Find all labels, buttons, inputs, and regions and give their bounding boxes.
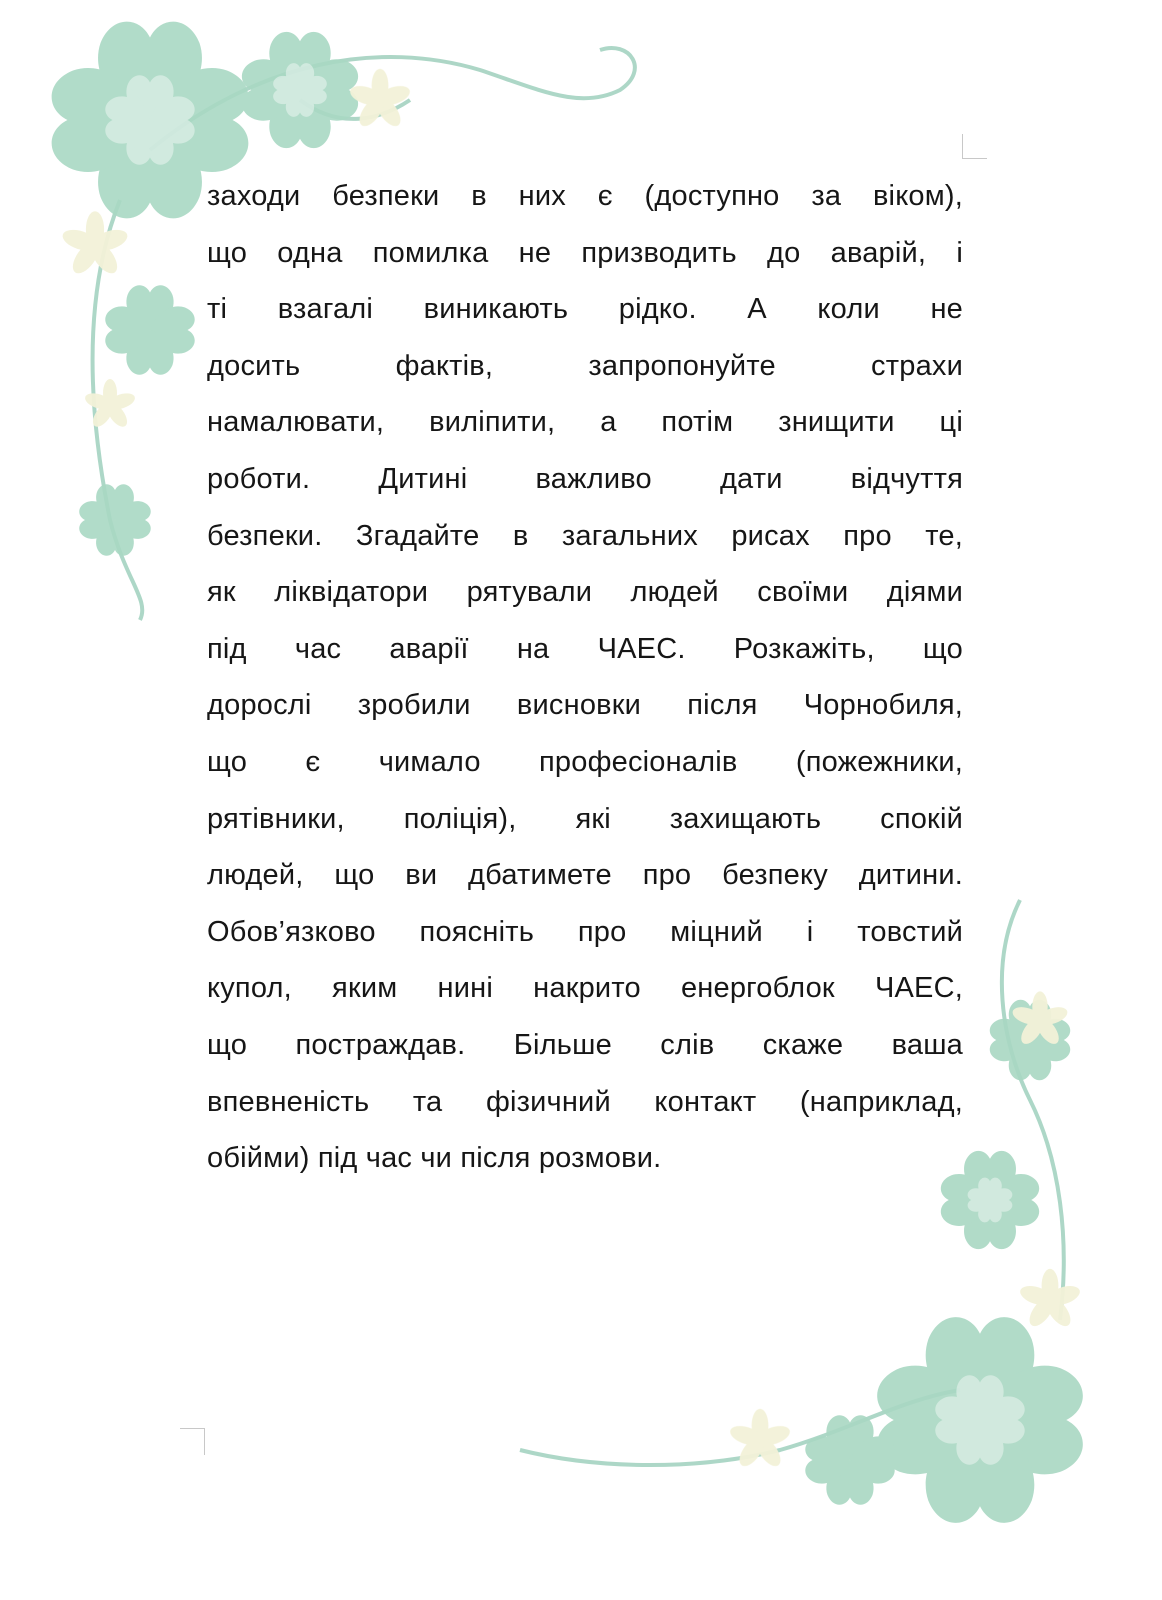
text-line: як ліквідатори рятували людей своїми діями [207,576,963,609]
text-line: досить фактів, запропонуйте страхи [207,349,963,382]
text-line: рятівники, поліція), які захищають спокій [207,802,963,835]
text-line: що є чимало професіоналів (пожежники, [207,745,963,778]
text-line: роботи. Дитині важливо дати відчуття [207,462,963,495]
crop-mark-bottom-left [180,1428,205,1455]
text-line: дорослі зробили висновки після Чорнобиля, [207,689,963,722]
text-line: ті взагалі виникають рідко. А коли не [207,293,963,326]
text-line: обійми) під час чи після розмови. [207,1142,662,1175]
text-line: що постраждав. Більше слів скаже ваша [207,1028,963,1061]
text-line: безпеки. Згадайте в загальних рисах про те, [207,519,963,552]
text-line: людей, що ви дбатимете про безпеку дитини. [207,859,963,892]
text-line: впевненість та фізичний контакт (наприклад, [207,1085,963,1118]
crop-mark-top-right [962,134,987,159]
document-text [207,168,963,1187]
text-line: купол, яким нині накрито енергоблок ЧАЕС, [207,972,963,1005]
text-line: під час аварії на ЧАЕС. Розкажіть, що [207,632,963,665]
text-line: намалювати, виліпити, а потім знищити ці [207,406,963,439]
text-line: Обов’язково поясніть про міцний і товстий [207,915,963,948]
text-line: заходи безпеки в них є (доступно за віком), [207,180,963,212]
text-line: що одна помилка не призводить до аварій, і [207,236,963,269]
